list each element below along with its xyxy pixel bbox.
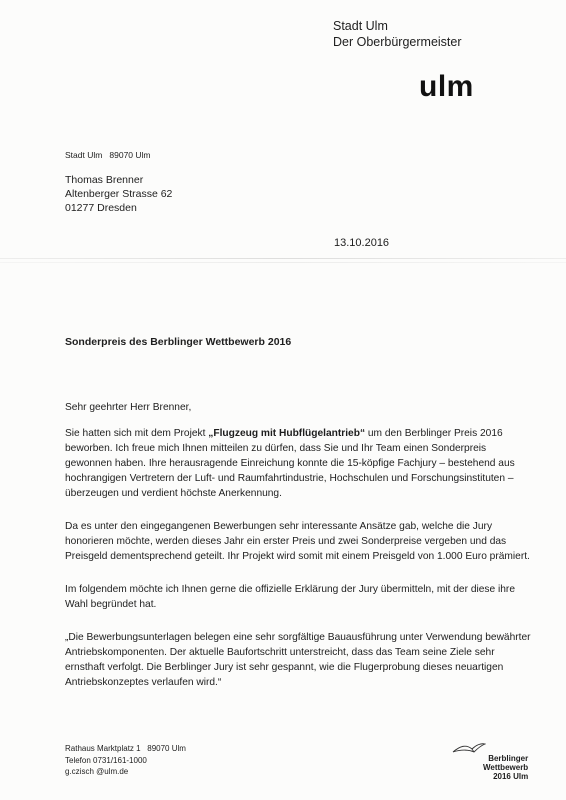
sender-title: Der Oberbürgermeister [333,35,462,49]
letter-subject: Sonderpreis des Berblinger Wettbewerb 2016 [65,336,292,348]
recipient-street: Altenberger Strasse 62 [65,188,173,200]
paragraph-jury-intro: Im folgendem möchte ich Ihnen gerne die offizielle Erklärung der Jury übermitteln, mit der diese ihre Wahl begründet hat. [65,584,515,610]
recipient-name: Thomas Brenner [65,174,144,186]
project-title: „Flugzeug mit Hubflügelantrieb“ [208,428,366,439]
competition-logo-line3: 2016 Ulm [493,772,529,781]
footer-contact [65,743,186,778]
berblinger-bird-icon [452,740,486,761]
salutation: Sehr geehrter Herr Brenner, [65,402,192,413]
paper-fold-line [0,258,566,259]
letter-date: 13.10.2016 [334,237,390,249]
return-address: Stadt Ulm 89070 Ulm [65,150,151,160]
competition-logo-line1: Berblinger [488,754,529,763]
paragraph-award-rest: um den Berblinger Preis 2016 beworben. Ich freue mich Ihnen mitteilen zu dürfen, dass Sie und Ihr Team einen Sonderpreis gewonnen haben. Ihre herausragende Einreichung konnte die 15-köpfige Fachjury – bestehend aus hochrangigen Vertretern der Luft- und Raumfahrtindustrie, Hochschulen und Forschungsinstituten – überzeugen und verdient höchste Anerkennung. [65,428,515,499]
letter-body [65,400,535,708]
recipient-city: 01277 Dresden [65,202,137,214]
sender-city: Stadt Ulm [333,19,388,33]
jury-quote: „Die Bewerbungsunterlagen belegen eine sehr sorgfältige Bauausführung unter Verwendung bewährter Antriebskomponenten. Der aktuelle Baufortschritt unterstreicht, dass das Team seine Ziele sehr ernsthaft verfolgt. Die Berblinger Jury ist sehr gespannt, wie die Flugerprobung dieses neuartigen Antriebskonzeptes verlaufen wird.“ [65,632,531,688]
paper-fold-line [0,262,566,263]
recipient-address [65,173,172,215]
letterhead-sender [333,18,462,50]
competition-logo-line2: Wettbewerb [483,763,529,772]
paragraph-award-intro: Sie hatten sich mit dem Projekt [65,428,209,439]
footer-address: Rathaus Marktplatz 1 89070 Ulm [65,744,186,753]
paragraph-award [65,426,535,501]
paragraph-prize-money: Da es unter den eingegangenen Bewerbungen sehr interessante Ansätze gab, welche die Jury honorieren möchte, werden dieses Jahr ein erster Preis und zwei Sonderpreise vergeben und das Preisgeld dementsprechend geteilt. Ihr Projekt wird somit mit einem Preisgeld von 1.000 Euro prämiert. [65,521,530,562]
footer-phone: Telefon 0731/161-1000 [65,755,147,765]
footer-email: g.czisch @ulm.de [65,767,129,776]
ulm-logo: ulm [419,70,474,103]
berblinger-competition-logo [483,754,528,781]
